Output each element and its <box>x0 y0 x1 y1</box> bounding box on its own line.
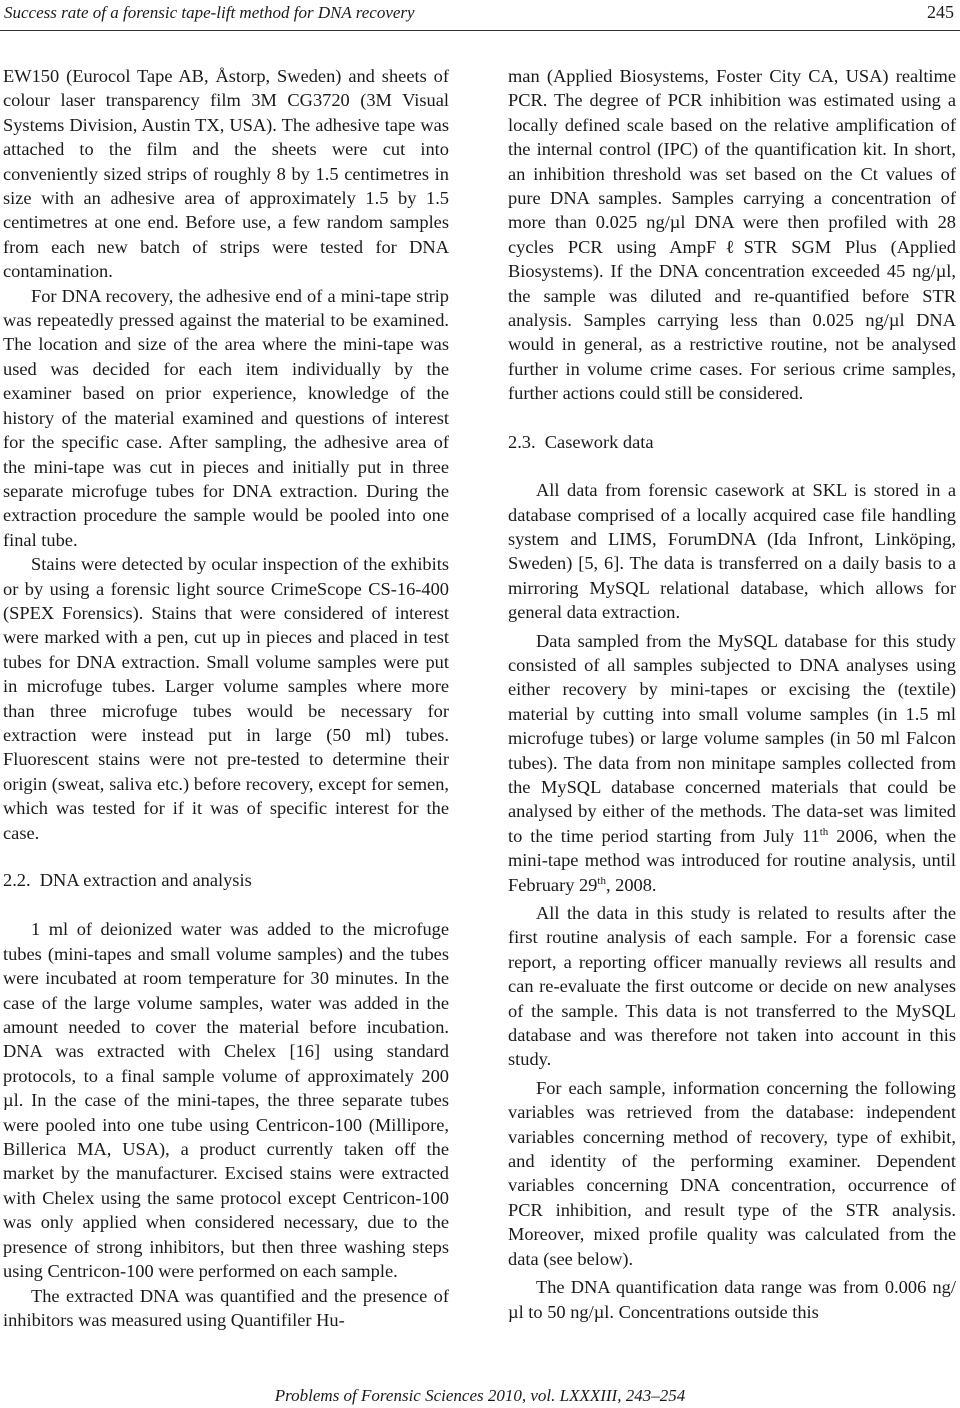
left-paragraph-4: 1 ml of deionized water was added to the microfuge tubes (mini-tapes and small volume samples) and the tubes were incubated at room temperature for 30 minutes. In the case of the large volume samples, water was added in the amount needed to cover the material before incubation. DNA was extracted with Chelex [16] using standard protocols, to a final sample volume of approximately 200 µl. In the case of the mini-tapes, the three separate tubes were pooled into one tube using Centricon-100 (Millipore, Billerica MA, USA), a product currently taken off the market by the manufacturer. Excised stains were extracted with Chelex using the same protocol except Centricon-100 was only applied when considered necessary, due to the presence of strong inhibitors, but then three washing steps using Centricon-100 were performed on each sample. <box>3 919 449 1282</box>
superscript-th-2: th <box>597 874 606 887</box>
section-heading-2-2: 2.2. DNA extraction and analysis <box>3 870 252 890</box>
left-paragraph-2: For DNA recovery, the adhesive end of a mini-tape strip was repeatedly pressed against the material to be examined. The location and size of the area where the mini-tape was used was decided for each item individually by the examiner based on prior experience, knowledge of the history of the material examined and questions of interest for the specific case. After sampling, the adhesive area of the mini-tape was cut in pieces and initially put in three separate microfuge tubes for DNA extraction. During the extraction procedure the sample would be pooled into one final tube. <box>3 285 449 550</box>
section-heading-2-3: 2.3. Casework data <box>508 431 654 452</box>
left-paragraph-3: Stains were detected by ocular inspection of the exhibits or by using a forensic light source CrimeScope CS-16-400 (SPEX Forensics). Stains that were considered of interest were marked with a pen, cut up in pieces and placed in test tubes for DNA extraction. Small volume samples were put in microfuge tubes. Larger volume samples where more than three microfuge tubes would be necessary for extraction were instead put in large (50 ml) tubes. Fluorescent stains were not pre-tested to determine their origin (sweat, saliva etc.) before recovery, except for semen, which was tested for if it was of specific interest for the case. <box>3 554 449 843</box>
page-footer: Problems of Forensic Sciences 2010, vol. LXXXIII, 243–254 <box>274 1386 686 1405</box>
running-header <box>0 0 960 31</box>
left-column <box>3 64 449 1332</box>
running-title: Success rate of a forensic tape-lift method for DNA recovery <box>4 3 415 22</box>
right-paragraph-3 <box>508 629 956 897</box>
page-number: 245 <box>927 2 954 22</box>
right-paragraph-1: man (Applied Biosystems, Foster City CA, USA) realtime PCR. The degree of PCR inhibition was estimated using a locally defined scale based on the relative amplification of the internal control (IPC) of the quantification kit. In short, an inhibition threshold was set based on the Ct values of pure DNA samples. Samples carrying a concentration of more than 0.025 ng/µl DNA were then profiled with 28 cycles PCR using AmpFℓSTR SGM Plus (Applied Biosystems). If the DNA concentration exceeded 45 ng/µl, the sample was diluted and re-quantified before STR analysis. Samples carrying less than 0.025 ng/µl DNA would in general, as a restrictive routine, not be analysed further in volume crime cases. For serious crime samples, further actions could still be considered. <box>508 66 956 404</box>
right-paragraph-3-part-a: Data sampled from the MySQL database for this study consisted of all samples subjected to DNA analyses using either recovery by mini-tapes or excising the (textile) material by cutting into small volume samples (in 1.5 ml microfuge tubes) or large volume samples (in 50 ml Falcon tubes). The data from non minitape samples collected from the MySQL database concerned materials that could be analysed by either of the methods. The data-set was limited to the time period starting from July 11 <box>508 630 956 846</box>
right-column <box>508 64 956 1324</box>
right-paragraph-3-part-b: 2006, when the mini-tape method was introduced for routine analysis, until February 29 <box>508 825 956 895</box>
left-paragraph-1: EW150 (Eurocol Tape AB, Åstorp, Sweden) and sheets of colour laser transparency film 3M CG3720 (3M Visual Systems Division, Austin TX, USA). The adhesive tape was attached to the film and the sheets were cut into conveniently sized strips of roughly 8 by 1.5 centimetres in size with an adhesive area of approximately 1.5 by 1.5 centimetres at one end. Before use, a few random samples from each new batch of strips were tested for DNA contamination. <box>3 66 449 282</box>
left-paragraph-5: The extracted DNA was quantified and the presence of inhibitors was measured using Quantifiler Hu- <box>3 1285 449 1330</box>
right-paragraph-2: All data from forensic casework at SKL is stored in a database comprised of a locally acquired case file handling system and LIMS, ForumDNA (Ida Infront, Linköping, Sweden) [5, 6]. The data is transferred on a daily basis to a mirroring MySQL relational database, which allows for general data extraction. <box>508 480 956 623</box>
right-paragraph-4: All the data in this study is related to results after the first routine analysis of each sample. For a forensic case report, a reporting officer manually reviews all results and can re-evaluate the first outcome or decide on new analyses of the sample. This data is not transferred to the MySQL database and was therefore not taken into account in this study. <box>508 903 956 1070</box>
superscript-th-1: th <box>819 825 829 838</box>
right-paragraph-6: The DNA quantification data range was from 0.006 ng/µl to 50 ng/µl. Concentrations outside this <box>508 1277 956 1322</box>
right-paragraph-3-part-c: , 2008. <box>605 874 657 895</box>
right-paragraph-5: For each sample, information concerning the following variables was retrieved from the database: independent variables concerning method of recovery, type of exhibit, and identity of the performing examiner. Dependent variables concerning DNA concentration, occurrence of PCR inhibition, and result type of the STR analysis. Moreover, mixed profile quality was calculated from the data (see below). <box>508 1077 956 1269</box>
